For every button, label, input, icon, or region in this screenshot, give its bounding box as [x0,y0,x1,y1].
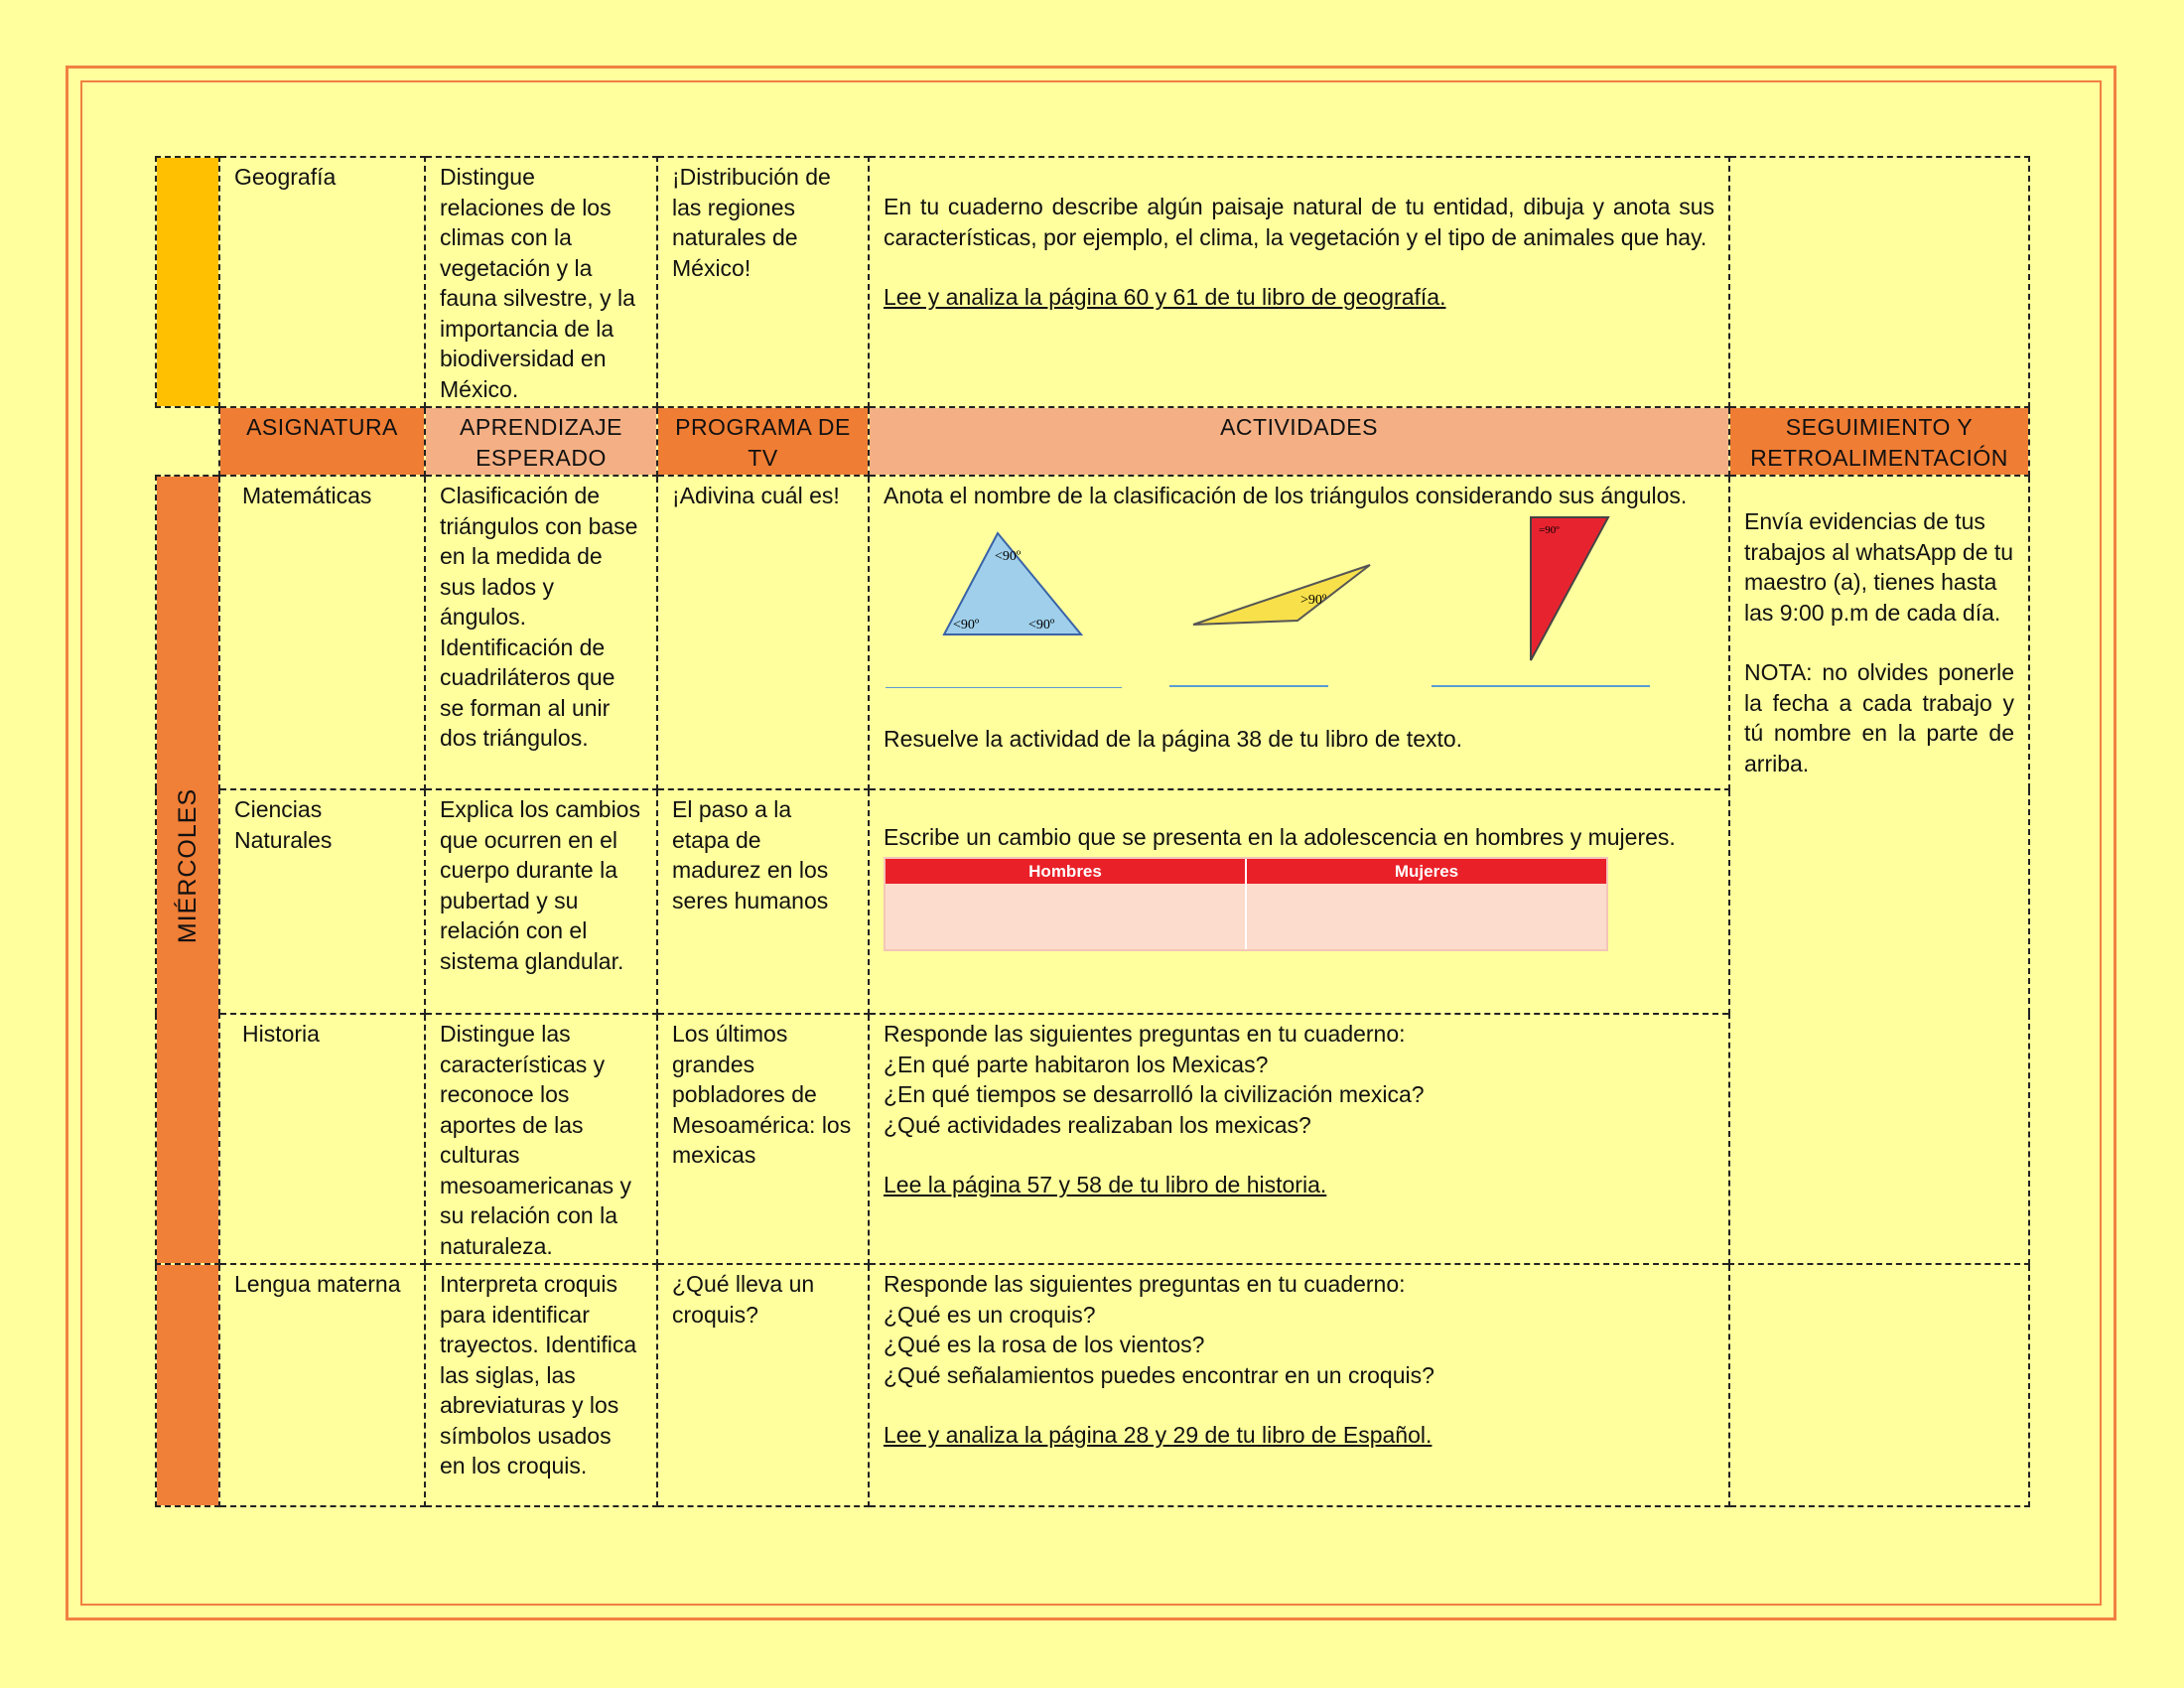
learning-cell [425,1014,657,1264]
learning-cell [425,476,657,789]
table-cell-mujeres[interactable] [1245,884,1606,949]
subject-ciencias: Ciencias Naturales [234,796,333,853]
acute-triangle [944,533,1081,634]
table-cell-hombres[interactable] [886,884,1245,949]
program-ciencias: El paso a la etapa de madurez en los seres humanos [672,796,829,914]
program-cell [657,789,869,1014]
program-cell [657,1014,869,1264]
program-geografia: ¡Distribución de las regiones naturales de México! [672,164,831,281]
subject-cell [219,1264,425,1506]
learning-cell [425,157,657,407]
hombres-mujeres-table [884,857,1608,951]
subject-historia: Historia [242,1021,320,1047]
header-row [156,407,2029,476]
feedback-cell-bottom [1729,1264,2029,1506]
activity-geografia: En tu cuaderno describe algún paisaje natural de tu entidad, dibuja y anota sus características, por ejemplo, el clima, la vegetación y el tipo de animales que hay. [884,194,1714,250]
day-cell [156,476,219,1264]
acute-angle-label-right: <90º [1028,617,1055,633]
triangles-svg [884,511,1717,688]
subject-cell [219,1014,425,1264]
acute-angle-label-top: <90º [995,548,1022,564]
program-cell [657,157,869,407]
table-header-mujeres: Mujeres [1245,859,1606,884]
activity-intro-historia: Responde las siguientes preguntas en tu cuaderno: [884,1021,1406,1047]
acute-angle-label-left: <90º [953,617,980,633]
activity-intro-lengua: Responde las siguientes preguntas en tu cuaderno: [884,1271,1406,1297]
row-lengua [156,1264,2029,1506]
subject-matematicas: Matemáticas [242,483,372,508]
question-historia-3: ¿Qué actividades realizaban los mexicas? [884,1111,1311,1138]
learning-geografia: Distingue relaciones de los climas con la vegetación y la fauna silvestre, y la importancia de la biodiversidad en México. [440,164,635,402]
header-actividades: ACTIVIDADES [869,407,1729,476]
right-triangle [1531,517,1608,660]
question-historia-2: ¿En qué tiempos se desarrolló la civilización mexica? [884,1081,1425,1107]
subject-lengua: Lengua materna [234,1271,401,1297]
activity-cell [869,476,1729,789]
activity-matematicas: Anota el nombre de la clasificación de los triángulos considerando sus ángulos. [884,483,1688,508]
question-lengua-1: ¿Qué es un croquis? [884,1301,1096,1328]
subject-geografia: Geografía [234,164,337,190]
feedback-cell [1729,476,2029,1264]
activity-footer-matematicas: Resuelve la actividad de la página 38 de tu libro de texto. [884,725,1463,752]
activity-link-lengua: Lee y analiza la página 28 y 29 de tu libro de Español. [884,1422,1433,1448]
day-cell-top [156,157,219,407]
subject-cell [219,789,425,1014]
learning-ciencias: Explica los cambios que ocurren en el cuerpo durante la pubertad y su relación con el sistema glandular. [440,796,640,974]
learning-historia: Distingue las características y reconoce los aportes de las culturas mesoamericanas y su relación con la naturaleza. [440,1021,632,1259]
table-header-hombres: Hombres [886,859,1245,884]
feedback-note: NOTA: no olvides ponerle la fecha a cada trabajo y tú nombre en la parte de arriba. [1744,659,2014,776]
right-angle-label: =90º [1539,523,1560,536]
activity-cell [869,1014,1729,1264]
learning-matematicas: Clasificación de triángulos con base en la medida de sus lados y ángulos. Identificación de cuadriláteros que se forman al unir dos triángulos. [440,483,638,751]
obtuse-triangle [1193,565,1370,625]
lesson-plan-table [155,156,2030,1507]
row-matematicas [156,476,2029,789]
feedback-cell-top [1729,157,2029,407]
header-seguimiento: SEGUIMIENTO Y RETROALIMENTACIÓN [1729,407,2029,476]
activity-cell [869,1264,1729,1506]
row-geografia [156,157,2029,407]
activity-cell [869,789,1729,1014]
program-lengua: ¿Qué lleva un croquis? [672,1271,815,1328]
learning-lengua: Interpreta croquis para identificar trayectos. Identifica las siglas, las abreviaturas y los símbolos usados en los croquis. [440,1271,637,1478]
question-lengua-2: ¿Qué es la rosa de los vientos? [884,1332,1205,1357]
day-label: MIÉRCOLES [173,787,202,944]
triangles-figure [884,511,1714,688]
obtuse-angle-label: >90º [1300,592,1327,608]
learning-cell [425,1264,657,1506]
header-aprendizaje: APRENDIZAJE ESPERADO [425,407,657,476]
program-cell [657,1264,869,1506]
program-historia: Los últimos grandes pobladores de Mesoamérica: los mexicas [672,1021,852,1168]
program-cell [657,476,869,789]
activity-ciencias: Escribe un cambio que se presenta en la adolescencia en hombres y mujeres. [884,824,1676,850]
day-cell-bottom [156,1264,219,1506]
feedback-text: Envía evidencias de tus trabajos al whatsApp de tu maestro (a), tienes hasta las 9:00 p.m de cada día. [1744,508,2014,626]
header-programa: PROGRAMA DE TV [657,407,869,476]
activity-cell [869,157,1729,407]
learning-cell [425,789,657,1014]
activity-link-historia: Lee la página 57 y 58 de tu libro de historia. [884,1172,1327,1197]
header-asignatura: ASIGNATURA [219,407,425,476]
program-matematicas: ¡Adivina cuál es! [672,483,840,508]
subject-cell [219,476,425,789]
question-historia-1: ¿En qué parte habitaron los Mexicas? [884,1051,1269,1077]
question-lengua-3: ¿Qué señalamientos puedes encontrar en un croquis? [884,1361,1434,1388]
activity-link-geografia: Lee y analiza la página 60 y 61 de tu libro de geografía. [884,284,1446,310]
subject-cell [219,157,425,407]
header-spacer [156,407,219,476]
